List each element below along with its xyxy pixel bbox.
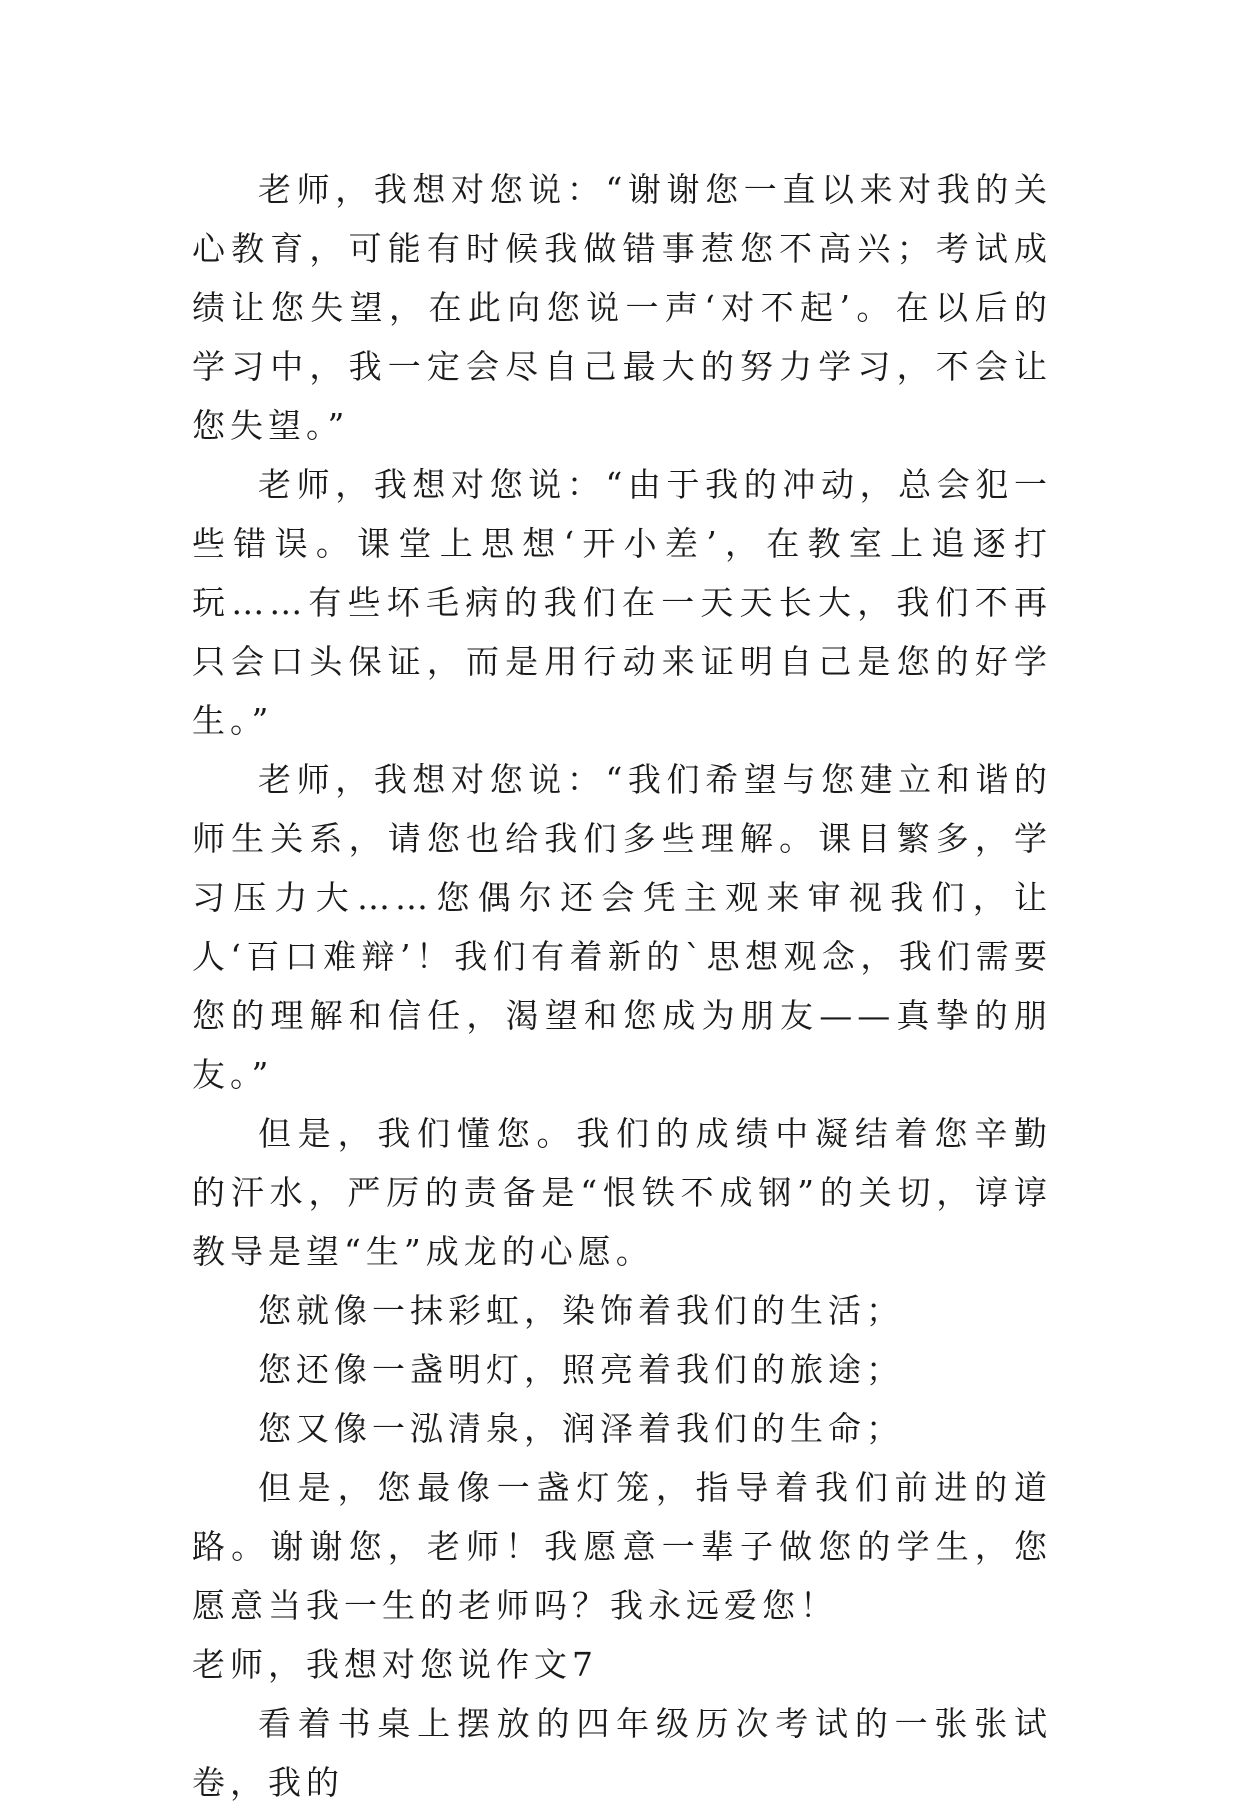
section-heading: 老师，我想对您说作文7 — [192, 1645, 598, 1684]
paragraph-understanding: 老师，我想对您说：“我们希望与您建立和谐的师生关系，请您也给我们多些理解。课目繁多，学习压力大……您偶尔还会凭主观来审视我们，让人‘百口难辩’！我们有着新的`思想观念，我们需要您的理解和信任，渴望和您成为朋友——真挚的朋友。” — [192, 760, 1052, 1094]
paragraph-rainbow: 您就像一抹彩虹，染饰着我们的生活； — [258, 1291, 904, 1330]
paragraph-lamp: 您还像一盏明灯，照亮着我们的旅途； — [258, 1350, 904, 1389]
paragraph-lantern: 但是，您最像一盏灯笼，指导着我们前进的道路。谢谢您，老师！我愿意一辈子做您的学生，您愿意当我一生的老师吗？我永远爱您！ — [192, 1468, 1052, 1625]
paragraph-we-understand: 但是，我们懂您。我们的成绩中凝结着您辛勤的汗水，严厉的责备是“恨铁不成钢”的关切，谆谆教导是望“生”成龙的心愿。 — [192, 1114, 1052, 1271]
document-body — [192, 160, 1052, 1812]
paragraph-thanks: 老师，我想对您说：“谢谢您一直以来对我的关心教育，可能有时候我做错事惹您不高兴；考试成绩让您失望，在此向您说一声‘对不起’。在以后的学习中，我一定会尽自己最大的努力学习，不会让您失望。” — [192, 170, 1052, 445]
paragraph-test-papers: 看着书桌上摆放的四年级历次考试的一张张试卷，我的 — [192, 1704, 1052, 1802]
paragraph-mistakes: 老师，我想对您说：“由于我的冲动，总会犯一些错误。课堂上思想‘开小差’，在教室上追逐打玩……有些坏毛病的我们在一天天长大，我们不再只会口头保证，而是用行动来证明自己是您的好学生。” — [192, 465, 1052, 740]
paragraph-spring: 您又像一泓清泉，润泽着我们的生命； — [258, 1409, 904, 1448]
